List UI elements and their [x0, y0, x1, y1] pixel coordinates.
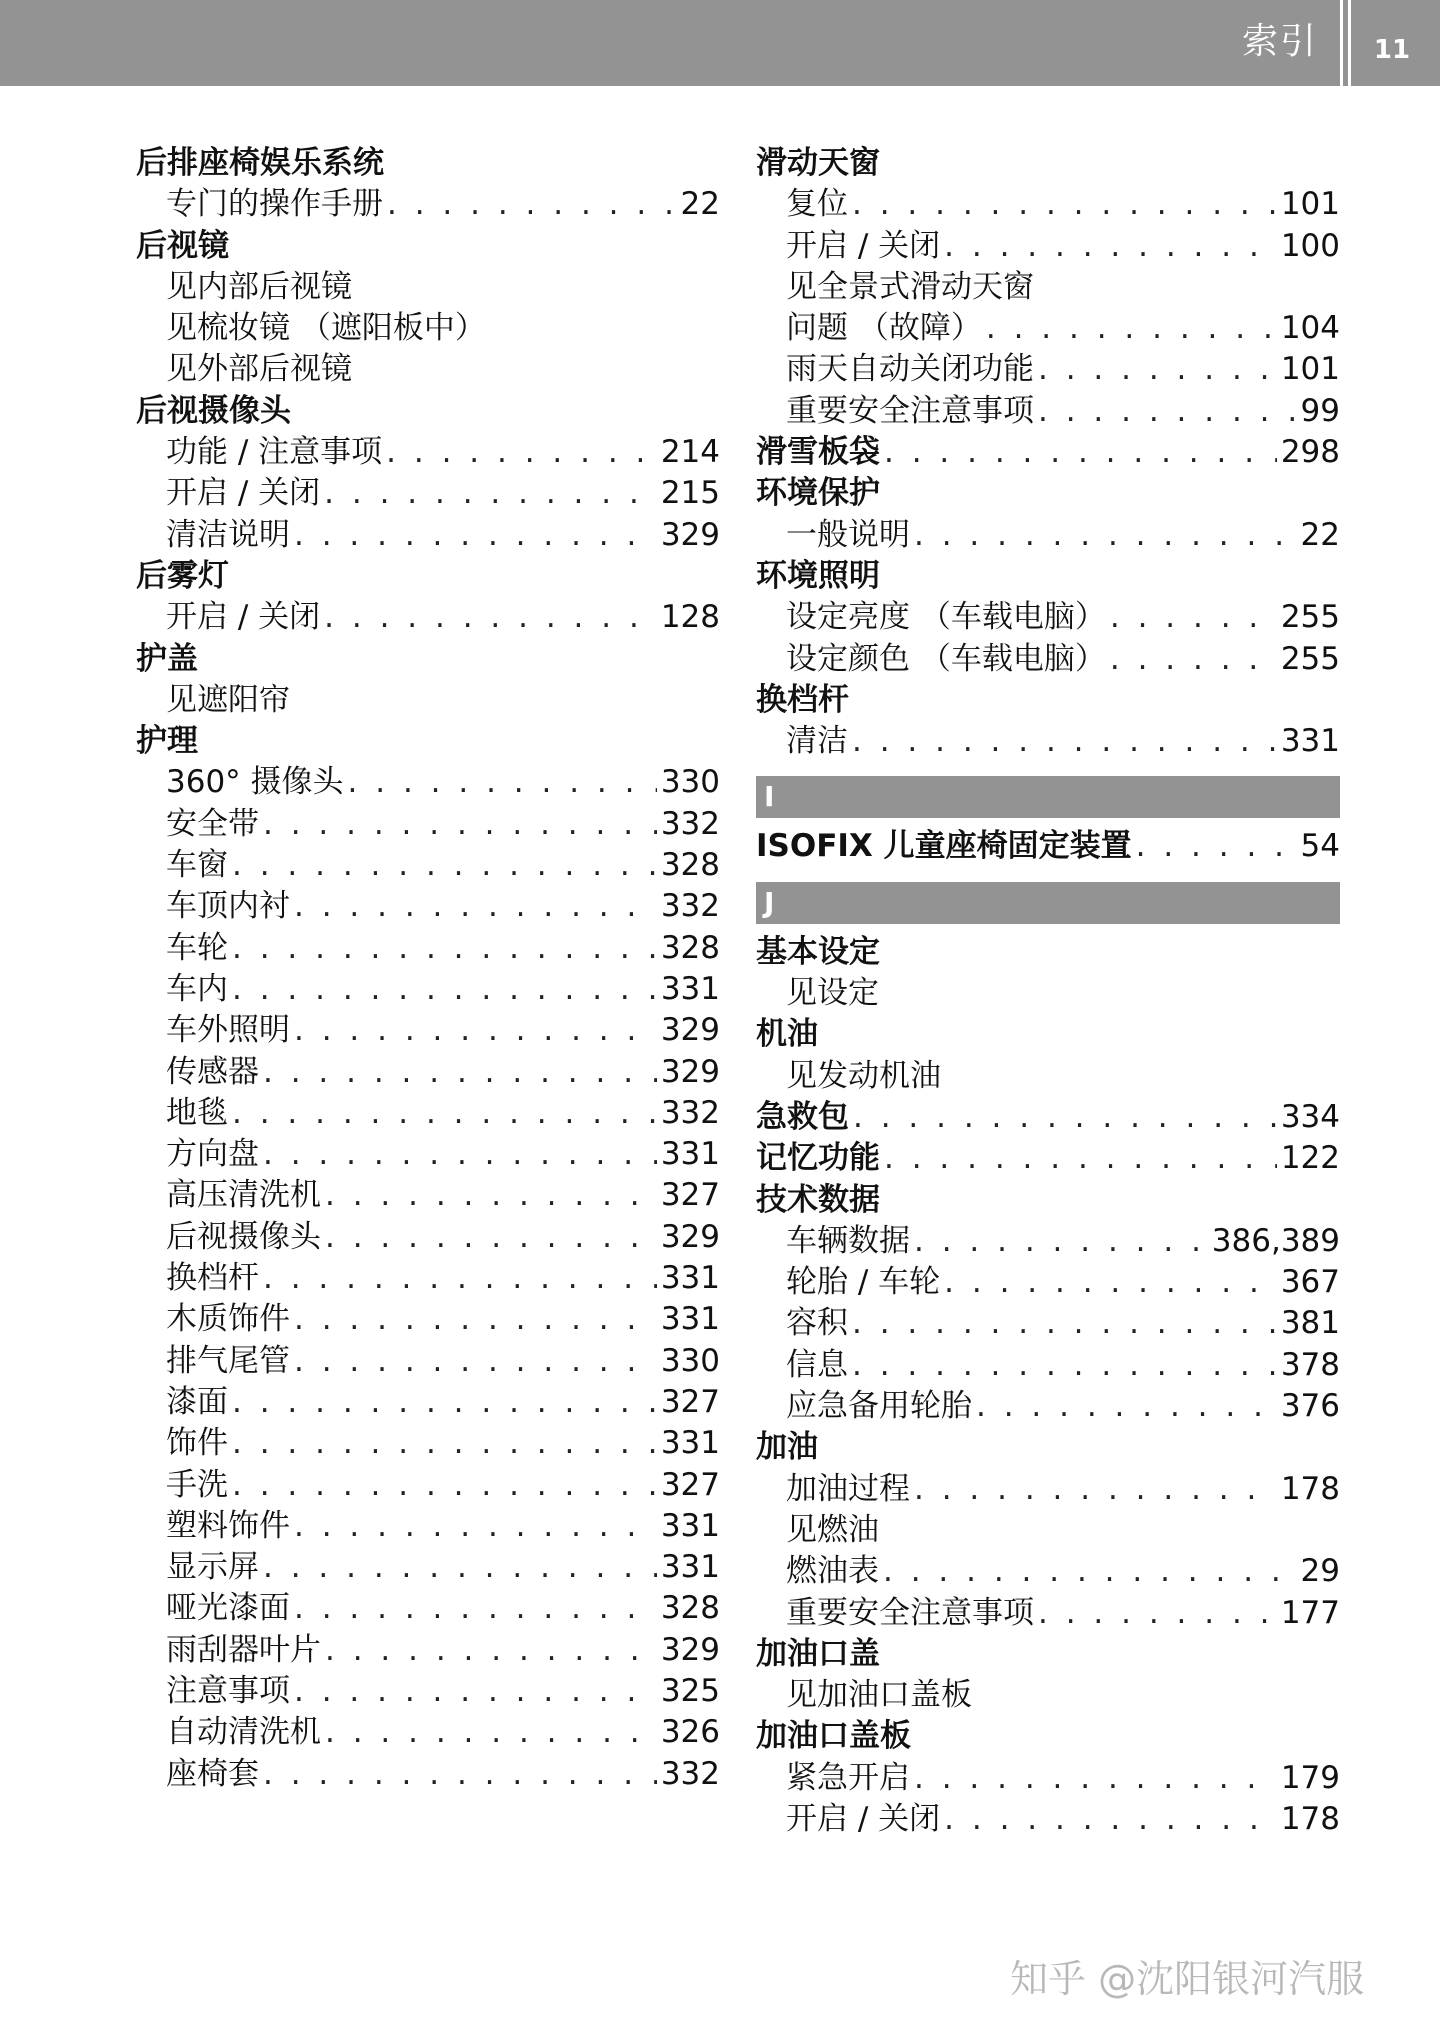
index-term: 换档杆 [166, 1260, 259, 1297]
header-divider [1340, 0, 1343, 86]
index-sub-entry [756, 597, 1340, 638]
index-main-entry [756, 1180, 1340, 1221]
index-page-ref: 214 [660, 434, 720, 471]
leader-dots [852, 1345, 1277, 1386]
index-main-entry [756, 556, 1340, 597]
leader-dots [232, 845, 657, 886]
leader-dots [1110, 639, 1277, 680]
index-page-ref: 255 [1280, 599, 1340, 636]
index-term: 护盖 [136, 640, 198, 677]
leader-dots [852, 184, 1277, 225]
index-page-ref: 177 [1280, 1594, 1340, 1631]
index-sub-entry [136, 1093, 720, 1134]
index-term: 车轮 [166, 929, 228, 966]
index-page-ref: 100 [1280, 227, 1340, 264]
leader-dots [944, 226, 1277, 267]
index-term: 注意事项 [166, 1672, 290, 1709]
index-term: 环境保护 [756, 475, 880, 512]
leader-dots [232, 1423, 657, 1464]
index-page-ref: 332 [660, 805, 720, 842]
index-term: 见设定 [786, 975, 879, 1012]
leader-dots [325, 1630, 657, 1671]
index-sub-entry [756, 1758, 1340, 1799]
leader-dots [944, 1262, 1277, 1303]
index-term: 加油口盖 [756, 1635, 880, 1672]
index-sub-entry [136, 1630, 720, 1671]
leader-dots [986, 308, 1277, 349]
leader-dots [884, 432, 1277, 473]
index-sub-entry [136, 597, 720, 638]
index-sub-entry [136, 1175, 720, 1216]
index-sub-entry [756, 1510, 1340, 1551]
index-page-ref: 329 [660, 516, 720, 553]
index-page-ref: 330 [660, 764, 720, 801]
index-sub-entry [756, 1799, 1340, 1840]
index-page-ref: 101 [1280, 351, 1340, 388]
index-term: 雨天自动关闭功能 [786, 351, 1034, 388]
index-term: 护理 [136, 723, 198, 760]
index-page-ref: 381 [1280, 1305, 1340, 1342]
leader-dots [884, 1138, 1277, 1179]
index-sub-entry [756, 1593, 1340, 1634]
index-sub-entry [756, 1386, 1340, 1427]
index-term: 应急备用轮胎 [786, 1388, 972, 1425]
index-term: 漆面 [166, 1383, 228, 1420]
leader-dots [914, 1469, 1277, 1510]
index-sub-entry [756, 308, 1340, 349]
watermark: 知乎 @沈阳银河汽服 [1010, 1957, 1365, 2001]
leader-dots [325, 1175, 657, 1216]
index-sub-entry [136, 1671, 720, 1712]
index-sub-entry [136, 1423, 720, 1464]
leader-dots [387, 184, 677, 225]
index-sub-entry [136, 928, 720, 969]
index-page-ref: 386,389 [1211, 1222, 1340, 1259]
index-page-ref: 327 [660, 1177, 720, 1214]
index-sub-entry [136, 1010, 720, 1051]
index-term: 信息 [786, 1346, 848, 1383]
index-sub-entry [756, 226, 1340, 267]
index-page-ref: 128 [660, 599, 720, 636]
leader-dots [294, 1588, 657, 1629]
leader-dots [914, 1221, 1208, 1262]
index-term: 360° 摄像头 [166, 764, 344, 801]
index-sub-entry [756, 184, 1340, 225]
index-sub-entry [136, 1712, 720, 1753]
index-letter: I [764, 780, 775, 814]
index-page-ref: 331 [1280, 723, 1340, 760]
index-term: 传感器 [166, 1053, 259, 1090]
index-term: 哑光漆面 [166, 1590, 290, 1627]
index-term: 车顶内衬 [166, 888, 290, 925]
index-page-ref: 329 [660, 1631, 720, 1668]
index-term: 塑料饰件 [166, 1507, 290, 1544]
index-page-ref: 332 [660, 1755, 720, 1792]
index-sub-entry [136, 432, 720, 473]
index-sub-entry [136, 308, 720, 349]
index-term: 问题 （故障） [786, 310, 982, 347]
index-sub-entry [136, 1547, 720, 1588]
index-main-entry [136, 391, 720, 432]
index-sub-entry [136, 1258, 720, 1299]
index-sub-entry [136, 1134, 720, 1175]
leader-dots [263, 1134, 657, 1175]
index-sub-entry [756, 1675, 1340, 1716]
index-main-entry [756, 932, 1340, 973]
index-page-ref: 329 [660, 1053, 720, 1090]
section-title: 索引 [1241, 21, 1318, 62]
index-term: 后雾灯 [136, 557, 229, 594]
index-page-ref: 328 [660, 1590, 720, 1627]
leader-dots [294, 886, 657, 927]
leader-dots [852, 721, 1277, 762]
index-term: 基本设定 [756, 933, 880, 970]
index-page-ref: 179 [1280, 1759, 1340, 1796]
leader-dots [1136, 826, 1297, 867]
index-page-ref: 122 [1280, 1140, 1340, 1177]
leader-dots [976, 1386, 1277, 1427]
index-sub-entry [756, 515, 1340, 556]
index-term: 木质饰件 [166, 1301, 290, 1338]
index-page-ref: 331 [660, 970, 720, 1007]
page-header [0, 0, 1440, 86]
index-term: 高压清洗机 [166, 1177, 321, 1214]
index-page-ref: 331 [660, 1507, 720, 1544]
index-sub-entry [136, 886, 720, 927]
index-sub-entry [136, 680, 720, 721]
leader-dots [1038, 1593, 1277, 1634]
index-term: 车辆数据 [786, 1222, 910, 1259]
leader-dots [914, 1758, 1277, 1799]
index-page-ref: 22 [1300, 516, 1340, 553]
index-sub-entry [756, 349, 1340, 390]
index-term: 燃油表 [786, 1553, 879, 1590]
index-term: 环境照明 [756, 557, 880, 594]
index-sub-entry [756, 639, 1340, 680]
index-column-left [136, 143, 720, 1795]
leader-dots [325, 1217, 657, 1258]
index-sub-entry [136, 804, 720, 845]
index-term: 加油口盖板 [756, 1718, 911, 1755]
index-page-ref: 331 [660, 1301, 720, 1338]
index-main-entry [756, 1138, 1340, 1179]
index-term: 重要安全注意事项 [786, 392, 1034, 429]
leader-dots [324, 473, 657, 514]
index-term: 地毯 [166, 1094, 228, 1131]
index-main-entry [756, 826, 1340, 867]
leader-dots [914, 515, 1297, 556]
leader-dots [944, 1799, 1277, 1840]
index-term: 自动清洗机 [166, 1714, 321, 1751]
index-term: 显示屏 [166, 1549, 259, 1586]
index-letter-bar [756, 882, 1340, 924]
index-sub-entry [136, 1754, 720, 1795]
index-main-entry [136, 721, 720, 762]
leader-dots [232, 969, 657, 1010]
index-term: 车窗 [166, 847, 228, 884]
index-term: 车外照明 [166, 1012, 290, 1049]
leader-dots [263, 804, 657, 845]
leader-dots [232, 1382, 657, 1423]
index-page-ref: 178 [1280, 1800, 1340, 1837]
leader-dots [852, 1303, 1277, 1344]
index-page-ref: 331 [660, 1549, 720, 1586]
index-term: 复位 [786, 186, 848, 223]
leader-dots [263, 1754, 657, 1795]
index-page-ref: 332 [660, 1094, 720, 1131]
index-term: 见燃油 [786, 1511, 879, 1548]
index-term: 加油 [756, 1429, 818, 1466]
index-page-ref: 178 [1280, 1470, 1340, 1507]
index-term: 见发动机油 [786, 1057, 941, 1094]
index-sub-entry [136, 184, 720, 225]
index-term: 后视摄像头 [136, 392, 291, 429]
index-term: 紧急开启 [786, 1759, 910, 1796]
leader-dots [883, 1551, 1297, 1592]
page-number: 11 [1373, 35, 1411, 65]
index-term: 见遮阳帘 [166, 681, 290, 718]
index-sub-entry [756, 1469, 1340, 1510]
index-term: 后视摄像头 [166, 1218, 321, 1255]
index-page-ref: 329 [660, 1012, 720, 1049]
index-sub-entry [136, 473, 720, 514]
index-main-entry [756, 1716, 1340, 1757]
index-main-entry [136, 556, 720, 597]
index-term: 急救包 [756, 1098, 849, 1135]
index-page-ref: 328 [660, 929, 720, 966]
index-term: 开启 / 关闭 [786, 1800, 941, 1837]
index-letter-bar [756, 776, 1340, 818]
index-page-ref: 367 [1280, 1264, 1340, 1301]
leader-dots [294, 1341, 657, 1382]
index-sub-entry [756, 391, 1340, 432]
index-page-ref: 215 [660, 475, 720, 512]
index-term: 记忆功能 [756, 1140, 880, 1177]
leader-dots [1110, 597, 1277, 638]
index-sub-entry [136, 1341, 720, 1382]
index-term: 座椅套 [166, 1755, 259, 1792]
index-term: 功能 / 注意事项 [166, 434, 383, 471]
index-sub-entry [756, 1221, 1340, 1262]
index-term: 一般说明 [786, 516, 910, 553]
index-term: 专门的操作手册 [166, 186, 383, 223]
index-term: 见外部后视镜 [166, 351, 352, 388]
leader-dots [325, 1712, 657, 1753]
index-page-ref: 327 [660, 1466, 720, 1503]
index-main-entry [756, 1097, 1340, 1138]
leader-dots [294, 1010, 657, 1051]
index-term: 见全景式滑动天窗 [786, 268, 1034, 305]
index-page-ref: 255 [1280, 640, 1340, 677]
leader-dots [853, 1097, 1277, 1138]
index-page-ref: 29 [1300, 1553, 1340, 1590]
index-sub-entry [136, 1052, 720, 1093]
index-letter: J [764, 885, 775, 919]
leader-dots [294, 1299, 657, 1340]
index-page-ref: 334 [1280, 1098, 1340, 1135]
leader-dots [294, 1506, 657, 1547]
index-sub-entry [756, 267, 1340, 308]
index-main-entry [136, 226, 720, 267]
header-divider [1348, 0, 1351, 86]
index-page-ref: 325 [660, 1672, 720, 1709]
leader-dots [294, 1671, 657, 1712]
index-term: 滑雪板袋 [756, 434, 880, 471]
index-main-entry [136, 143, 720, 184]
leader-dots [324, 597, 657, 638]
index-term: 后排座椅娱乐系统 [136, 145, 384, 181]
index-page-ref: 298 [1280, 434, 1340, 471]
index-term: 饰件 [166, 1425, 228, 1462]
index-sub-entry [756, 973, 1340, 1014]
index-page-ref: 332 [660, 888, 720, 925]
index-main-entry [756, 1634, 1340, 1675]
index-sub-entry [136, 349, 720, 390]
leader-dots [386, 432, 657, 473]
index-sub-entry [136, 267, 720, 308]
index-term: 开启 / 关闭 [166, 475, 321, 512]
index-main-entry [756, 1427, 1340, 1468]
index-sub-entry [136, 515, 720, 556]
index-main-entry [756, 473, 1340, 514]
index-term: 开启 / 关闭 [166, 599, 321, 636]
index-main-entry [756, 1014, 1340, 1055]
index-term: 重要安全注意事项 [786, 1594, 1034, 1631]
index-term: 设定颜色 （车载电脑） [786, 640, 1106, 677]
index-page-ref: 327 [660, 1383, 720, 1420]
index-sub-entry [756, 1262, 1340, 1303]
leader-dots [263, 1052, 657, 1093]
index-term: 开启 / 关闭 [786, 227, 941, 264]
index-main-entry [756, 432, 1340, 473]
index-term: 见梳妆镜 （遮阳板中） [166, 310, 486, 347]
index-page-ref: 330 [660, 1342, 720, 1379]
index-term: 加油过程 [786, 1470, 910, 1507]
index-term: 手洗 [166, 1466, 228, 1503]
leader-dots [263, 1258, 657, 1299]
index-term: 技术数据 [756, 1181, 880, 1218]
index-page-ref: 22 [680, 186, 720, 223]
index-term: 后视镜 [136, 227, 229, 264]
index-term: 见内部后视镜 [166, 268, 352, 305]
index-main-entry [756, 143, 1340, 184]
index-column-right [756, 143, 1340, 1840]
leader-dots [1038, 391, 1297, 432]
index-page-ref: 328 [660, 847, 720, 884]
index-term: 轮胎 / 车轮 [786, 1264, 941, 1301]
index-sub-entry [756, 1551, 1340, 1592]
index-main-entry [136, 639, 720, 680]
index-term: 安全带 [166, 805, 259, 842]
index-page-ref: 54 [1300, 828, 1340, 865]
index-page-ref: 101 [1280, 186, 1340, 223]
leader-dots [263, 1547, 657, 1588]
index-page-ref: 378 [1280, 1346, 1340, 1383]
index-sub-entry [136, 1299, 720, 1340]
index-term: 车内 [166, 970, 228, 1007]
index-sub-entry [136, 969, 720, 1010]
index-sub-entry [136, 1465, 720, 1506]
leader-dots [348, 762, 657, 803]
index-page-ref: 329 [660, 1218, 720, 1255]
index-main-entry [756, 680, 1340, 721]
index-term: 雨刮器叶片 [166, 1631, 321, 1668]
index-sub-entry [136, 845, 720, 886]
index-page-ref: 99 [1300, 392, 1340, 429]
index-term: 换档杆 [756, 681, 849, 718]
index-page-ref: 326 [660, 1714, 720, 1751]
index-page-ref: 376 [1280, 1388, 1340, 1425]
index-sub-entry [756, 1303, 1340, 1344]
index-term: 方向盘 [166, 1136, 259, 1173]
index-term: 清洁说明 [166, 516, 290, 553]
leader-dots [232, 928, 657, 969]
index-page-ref: 104 [1280, 310, 1340, 347]
index-page-ref: 331 [660, 1260, 720, 1297]
index-sub-entry [756, 1345, 1340, 1386]
index-term: 设定亮度 （车载电脑） [786, 599, 1106, 636]
index-sub-entry [136, 1506, 720, 1547]
index-sub-entry [756, 721, 1340, 762]
index-sub-entry [136, 1217, 720, 1258]
index-term: 容积 [786, 1305, 848, 1342]
leader-dots [1038, 349, 1277, 390]
index-sub-entry [136, 1382, 720, 1423]
index-page-ref: 331 [660, 1136, 720, 1173]
index-sub-entry [136, 762, 720, 803]
index-sub-entry [756, 1056, 1340, 1097]
index-term: 滑动天窗 [756, 145, 880, 181]
index-page-ref: 331 [660, 1425, 720, 1462]
index-term: ISOFIX 儿童座椅固定装置 [756, 828, 1132, 865]
index-term: 机油 [756, 1016, 818, 1053]
leader-dots [232, 1093, 657, 1134]
index-term: 排气尾管 [166, 1342, 290, 1379]
leader-dots [294, 515, 657, 556]
index-term: 见加油口盖板 [786, 1677, 972, 1714]
index-term: 清洁 [786, 723, 848, 760]
index-sub-entry [136, 1588, 720, 1629]
leader-dots [232, 1465, 657, 1506]
